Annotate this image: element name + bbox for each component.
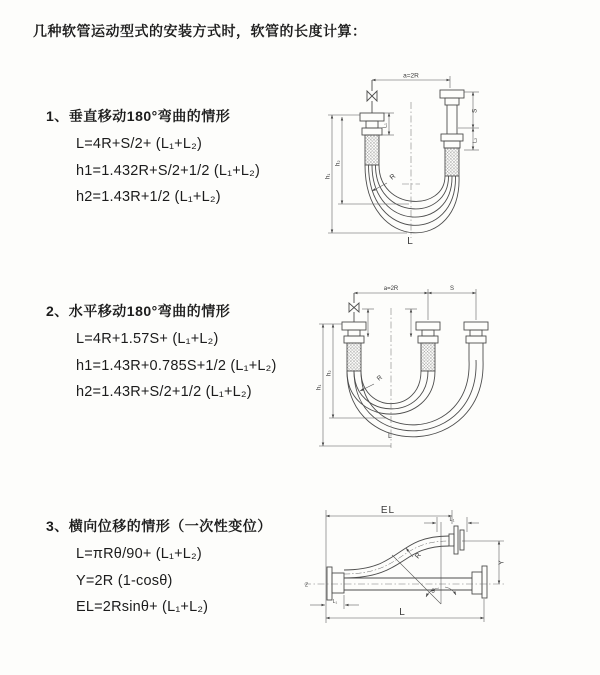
dim-label-s: S <box>449 286 455 292</box>
dim-label-l1: L₁ <box>382 123 389 128</box>
dim-label-a2r: a=2R <box>383 286 399 292</box>
left-hose-fitting <box>360 113 384 165</box>
formula-line: h2=1.43R+1/2 (L₁+L₂) <box>76 189 221 205</box>
diagram-vertical-180-bend <box>310 66 582 262</box>
dim-label-a2r: a=2R <box>403 72 419 80</box>
dim-label-h1: h₁ <box>325 173 332 179</box>
page-title: 几种软管运动型式的安装方式时，软管的长度计算： <box>33 23 367 39</box>
displaced-hose-curve <box>344 536 449 578</box>
right-flange-fitting <box>472 566 487 598</box>
formula-line: Y=2R (1-cosθ) <box>76 572 173 589</box>
formula-line: EL=2Rsinθ+ (L₁+L₂) <box>76 599 209 615</box>
left-flange-fitting <box>327 567 344 600</box>
right-hose-fitting <box>464 322 488 360</box>
section-heading: 3、横向位移的情形（一次性变位） <box>46 518 272 534</box>
dim-label-h2: h₂ <box>335 160 342 166</box>
section-vertical-180 <box>46 106 260 216</box>
middle-hose-fitting <box>416 322 440 371</box>
angle-theta-label: θ <box>431 588 435 595</box>
dimension-lines <box>310 510 504 623</box>
left-hose-fitting <box>342 322 366 371</box>
length-label: L <box>399 607 405 618</box>
dim-label-h1: h₁ <box>316 384 323 390</box>
diagram-horizontal-180-bend <box>306 278 594 468</box>
formula-line: h2=1.43R+S/2+1/2 (L₁+L₂) <box>76 384 252 400</box>
formula-line: L=4R+1.57S+ (L₁+L₂) <box>76 331 219 347</box>
dim-label-s: S <box>471 108 479 113</box>
dim-label-y: Y <box>498 560 506 565</box>
dim-label-l1-top: L₁ <box>449 517 455 523</box>
section-heading: 2、水平移动180°弯曲的情形 <box>46 303 231 319</box>
formula-line: L=4R+S/2+ (L₁+L₂) <box>76 136 202 152</box>
formula-line: L=πRθ/90+ (L₁+L₂) <box>76 546 202 562</box>
radius-label: R <box>375 374 384 383</box>
dim-label-l2: L₂ <box>472 137 479 143</box>
angle-construction <box>392 522 456 604</box>
dim-label-l1-bottom: L₁ <box>332 599 338 605</box>
formula-line: h1=1.432R+S/2+1/2 (L₁+L₂) <box>76 162 261 179</box>
section-horizontal-180 <box>46 301 277 411</box>
radius-label: R <box>414 551 423 561</box>
valve-icon <box>367 80 377 113</box>
right-hose-fitting <box>440 90 464 176</box>
length-label: L <box>407 236 413 247</box>
centerline-mark: Z <box>305 582 309 589</box>
u-bend-hose-curves <box>347 360 483 437</box>
top-flange-fitting <box>449 526 464 554</box>
dim-label-h2: h₂ <box>326 370 333 376</box>
length-label: L <box>388 433 392 440</box>
section-lateral-displacement <box>46 516 272 626</box>
formula-line: h1=1.43R+0.785S+1/2 (L₁+L₂) <box>76 357 277 374</box>
radius-label: R <box>388 172 398 182</box>
valve-icon <box>349 293 359 322</box>
dim-label-el: EL <box>380 505 396 516</box>
section-heading: 1、垂直移动180°弯曲的情形 <box>46 108 231 124</box>
diagram-lateral-displacement <box>296 496 594 662</box>
